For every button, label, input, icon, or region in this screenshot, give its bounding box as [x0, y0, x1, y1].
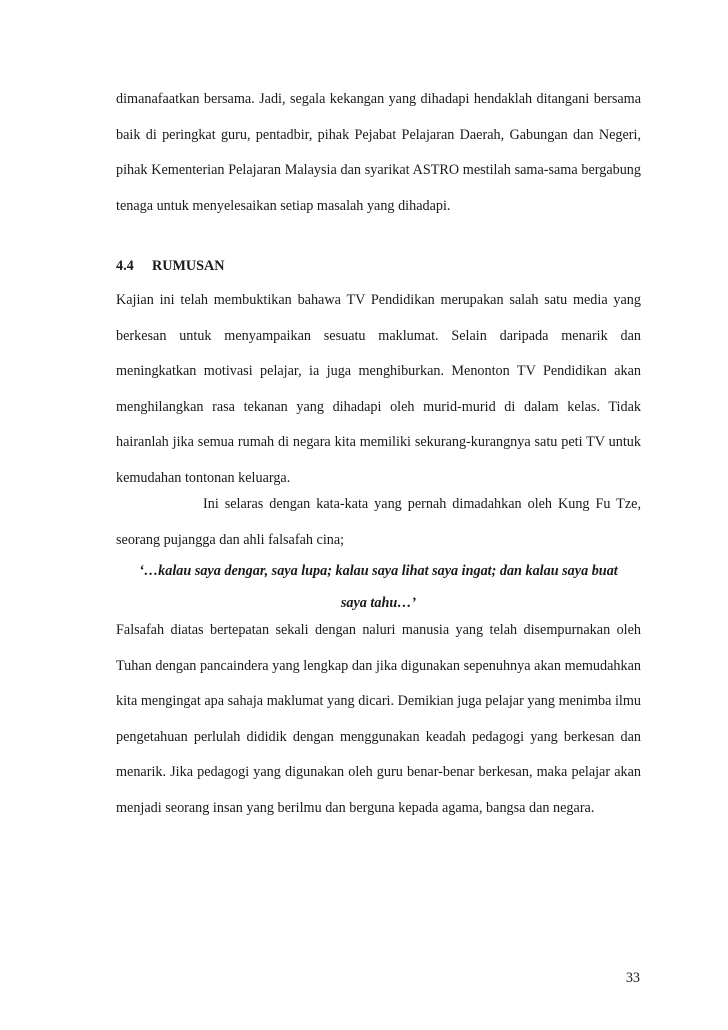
section-heading [116, 254, 225, 278]
paragraph-intro-quote-text: Ini selaras dengan kata-kata yang pernah dimadahkan oleh Kung Fu Tze, seorang pujangga dan ahli falsafah cina; [116, 496, 641, 548]
paragraph-falsafah: Falsafah diatas bertepatan sekali dengan naluri manusia yang telah disempurnakan oleh Tuhan dengan pancaindera yang lengkap dan jika digunakan sepenuhnya akan memudahkan kita mengingat apa sahaja maklumat yang dicari. Demikian juga pelajar yang menimba ilmu pengetahuan perlulah dididik dengan menggunakan keadah pedagogi yang berkesan dan menarik. Jika pedagogi yang digunakan oleh guru benar-benar berkesan, maka pelajar akan menjadi seorang insan yang berilmu dan berguna kepada agama, bangsa dan negara. [116, 622, 641, 816]
paragraph-rumusan: Kajian ini telah membuktikan bahawa TV Pendidikan merupakan salah satu media yang berkesan untuk menyampaikan sesuatu maklumat. Selain daripada menarik dan meningkatkan motivasi pelajar, ia juga menghiburkan. Menonton TV Pendidikan akan menghilangkan rasa tekanan yang dihadapi oleh murid-murid di dalam kelas. Tidak hairanlah jika semua rumah di negara kita memiliki sekurang-kurangnya satu peti TV untuk kemudahan tontonan keluarga. [116, 292, 641, 486]
page-number: 33 [625, 970, 640, 986]
quote-line-2: saya tahu…’ [340, 595, 417, 611]
paragraph-continuation: dimanafaatkan bersama. Jadi, segala kekangan yang dihadapi hendaklah ditangani bersama baik di peringkat guru, pentadbir, pihak Pejabat Pelajaran Daerah, Gabungan dan Negeri, pihak Kementerian Pelajaran Malaysia dan syarikat ASTRO mestilah sama-sama bergabung tenaga untuk menyelesaikan setiap masalah yang dihadapi. [116, 91, 641, 214]
section-number: 4.4 [116, 258, 134, 274]
paragraph-intro-quote [116, 487, 641, 558]
section-title: RUMUSAN [152, 258, 225, 274]
quote-line-1: ‘…kalau saya dengar, saya lupa; kalau saya lihat saya ingat; dan kalau saya buat [139, 563, 618, 579]
